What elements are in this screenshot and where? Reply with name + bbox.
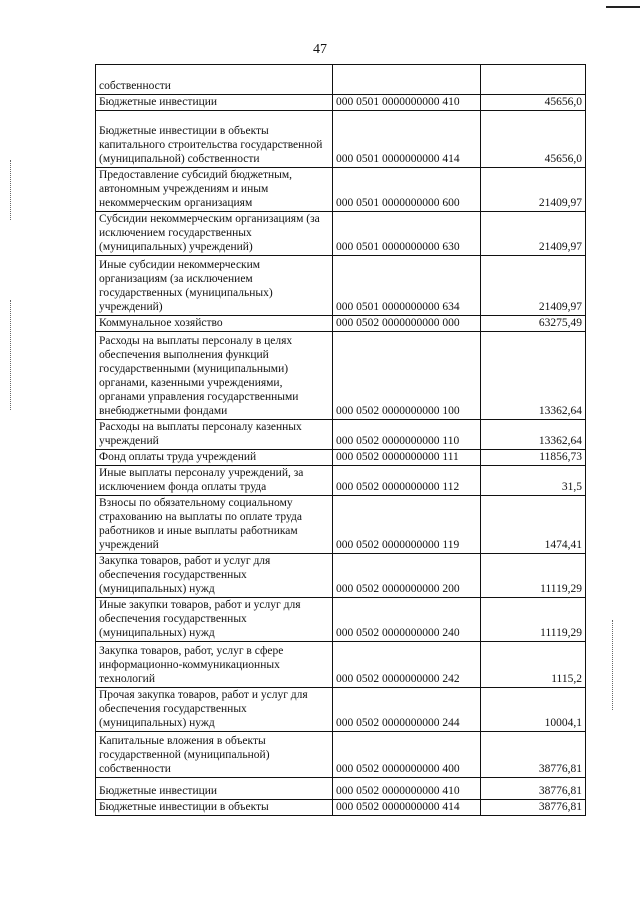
- row-code: 000 0502 0000000000 240: [333, 598, 481, 642]
- row-name: Фонд оплаты труда учреждений: [96, 450, 333, 466]
- scan-edge-marks: [10, 160, 13, 220]
- row-sum: 63275,49: [481, 316, 586, 332]
- row-name: Предоставление субсидий бюджетным, автономным учреждениям и иным некоммерческим организациям: [96, 168, 333, 212]
- row-name: Иные закупки товаров, работ и услуг для обеспечения государственных (муниципальных) нужд: [96, 598, 333, 642]
- row-name: Бюджетные инвестиции: [96, 778, 333, 800]
- row-sum: 10004,1: [481, 688, 586, 732]
- row-sum: [481, 65, 586, 95]
- table-row: [96, 466, 586, 496]
- table-row: [96, 168, 586, 212]
- row-code: 000 0501 0000000000 630: [333, 212, 481, 256]
- table-row: [96, 554, 586, 598]
- row-code: 000 0502 0000000000 119: [333, 496, 481, 554]
- row-sum: 45656,0: [481, 111, 586, 168]
- scan-edge-marks: [10, 300, 13, 410]
- row-name: Взносы по обязательному социальному страхованию на выплаты по оплате труда работников и иные выплаты работникам учреждений: [96, 496, 333, 554]
- row-code: 000 0502 0000000000 110: [333, 420, 481, 450]
- row-sum: 38776,81: [481, 778, 586, 800]
- row-sum: 11119,29: [481, 554, 586, 598]
- scan-corner-mark: [606, 6, 640, 8]
- row-name: Коммунальное хозяйство: [96, 316, 333, 332]
- row-sum: 45656,0: [481, 95, 586, 111]
- row-sum: 38776,81: [481, 800, 586, 816]
- table-row: [96, 800, 586, 816]
- row-sum: 21409,97: [481, 256, 586, 316]
- row-name: Закупка товаров, работ, услуг в сфере информационно-коммуникационных технологий: [96, 642, 333, 688]
- row-code: 000 0502 0000000000 100: [333, 332, 481, 420]
- row-code: 000 0502 0000000000 000: [333, 316, 481, 332]
- table-row: [96, 420, 586, 450]
- row-sum: 1474,41: [481, 496, 586, 554]
- table-row: [96, 256, 586, 316]
- row-name: Субсидии некоммерческим организациям (за исключением государственных (муниципальных) учреждений): [96, 212, 333, 256]
- row-name: Бюджетные инвестиции в объекты: [96, 800, 333, 816]
- row-sum: 31,5: [481, 466, 586, 496]
- row-sum: 11119,29: [481, 598, 586, 642]
- row-code: 000 0501 0000000000 414: [333, 111, 481, 168]
- table-row: [96, 732, 586, 778]
- row-code: 000 0502 0000000000 242: [333, 642, 481, 688]
- row-code: 000 0502 0000000000 112: [333, 466, 481, 496]
- row-sum: 13362,64: [481, 420, 586, 450]
- row-name: Капитальные вложения в объекты государственной (муниципальной) собственности: [96, 732, 333, 778]
- table-row: [96, 95, 586, 111]
- row-name: Бюджетные инвестиции: [96, 95, 333, 111]
- row-code: 000 0501 0000000000 634: [333, 256, 481, 316]
- row-code: 000 0502 0000000000 200: [333, 554, 481, 598]
- table-row: [96, 111, 586, 168]
- table-row: [96, 316, 586, 332]
- row-code: 000 0502 0000000000 244: [333, 688, 481, 732]
- row-sum: 21409,97: [481, 212, 586, 256]
- table-row: [96, 688, 586, 732]
- row-name: Бюджетные инвестиции в объекты капитального строительства государственной (муниципальной) собственности: [96, 111, 333, 168]
- row-sum: 13362,64: [481, 332, 586, 420]
- row-name: Иные субсидии некоммерческим организациям (за исключением государственных (муниципальных) учреждений): [96, 256, 333, 316]
- row-name: Закупка товаров, работ и услуг для обеспечения государственных (муниципальных) нужд: [96, 554, 333, 598]
- row-sum: 38776,81: [481, 732, 586, 778]
- row-name: собственности: [96, 65, 333, 95]
- row-code: 000 0502 0000000000 111: [333, 450, 481, 466]
- page-number: 47: [313, 42, 327, 57]
- row-name: Иные выплаты персоналу учреждений, за исключением фонда оплаты труда: [96, 466, 333, 496]
- table-row: [96, 642, 586, 688]
- row-name: Прочая закупка товаров, работ и услуг для обеспечения государственных (муниципальных) нужд: [96, 688, 333, 732]
- row-sum: 1115,2: [481, 642, 586, 688]
- table-row: [96, 778, 586, 800]
- budget-table: [95, 64, 586, 816]
- row-code: 000 0502 0000000000 410: [333, 778, 481, 800]
- table-row: [96, 496, 586, 554]
- table-row: [96, 65, 586, 95]
- row-name: Расходы на выплаты персоналу в целях обеспечения выполнения функций государственными (муниципальными) органами, казенными учреждениями, органами управления государственными внебюджетными фондами: [96, 332, 333, 420]
- table-row: [96, 212, 586, 256]
- row-code: 000 0502 0000000000 400: [333, 732, 481, 778]
- scan-edge-marks: [612, 620, 615, 710]
- row-sum: 21409,97: [481, 168, 586, 212]
- row-code: [333, 65, 481, 95]
- table-row: [96, 598, 586, 642]
- row-code: 000 0501 0000000000 600: [333, 168, 481, 212]
- row-code: 000 0502 0000000000 414: [333, 800, 481, 816]
- row-name: Расходы на выплаты персоналу казенных учреждений: [96, 420, 333, 450]
- table-row: [96, 450, 586, 466]
- table-row: [96, 332, 586, 420]
- row-code: 000 0501 0000000000 410: [333, 95, 481, 111]
- row-sum: 11856,73: [481, 450, 586, 466]
